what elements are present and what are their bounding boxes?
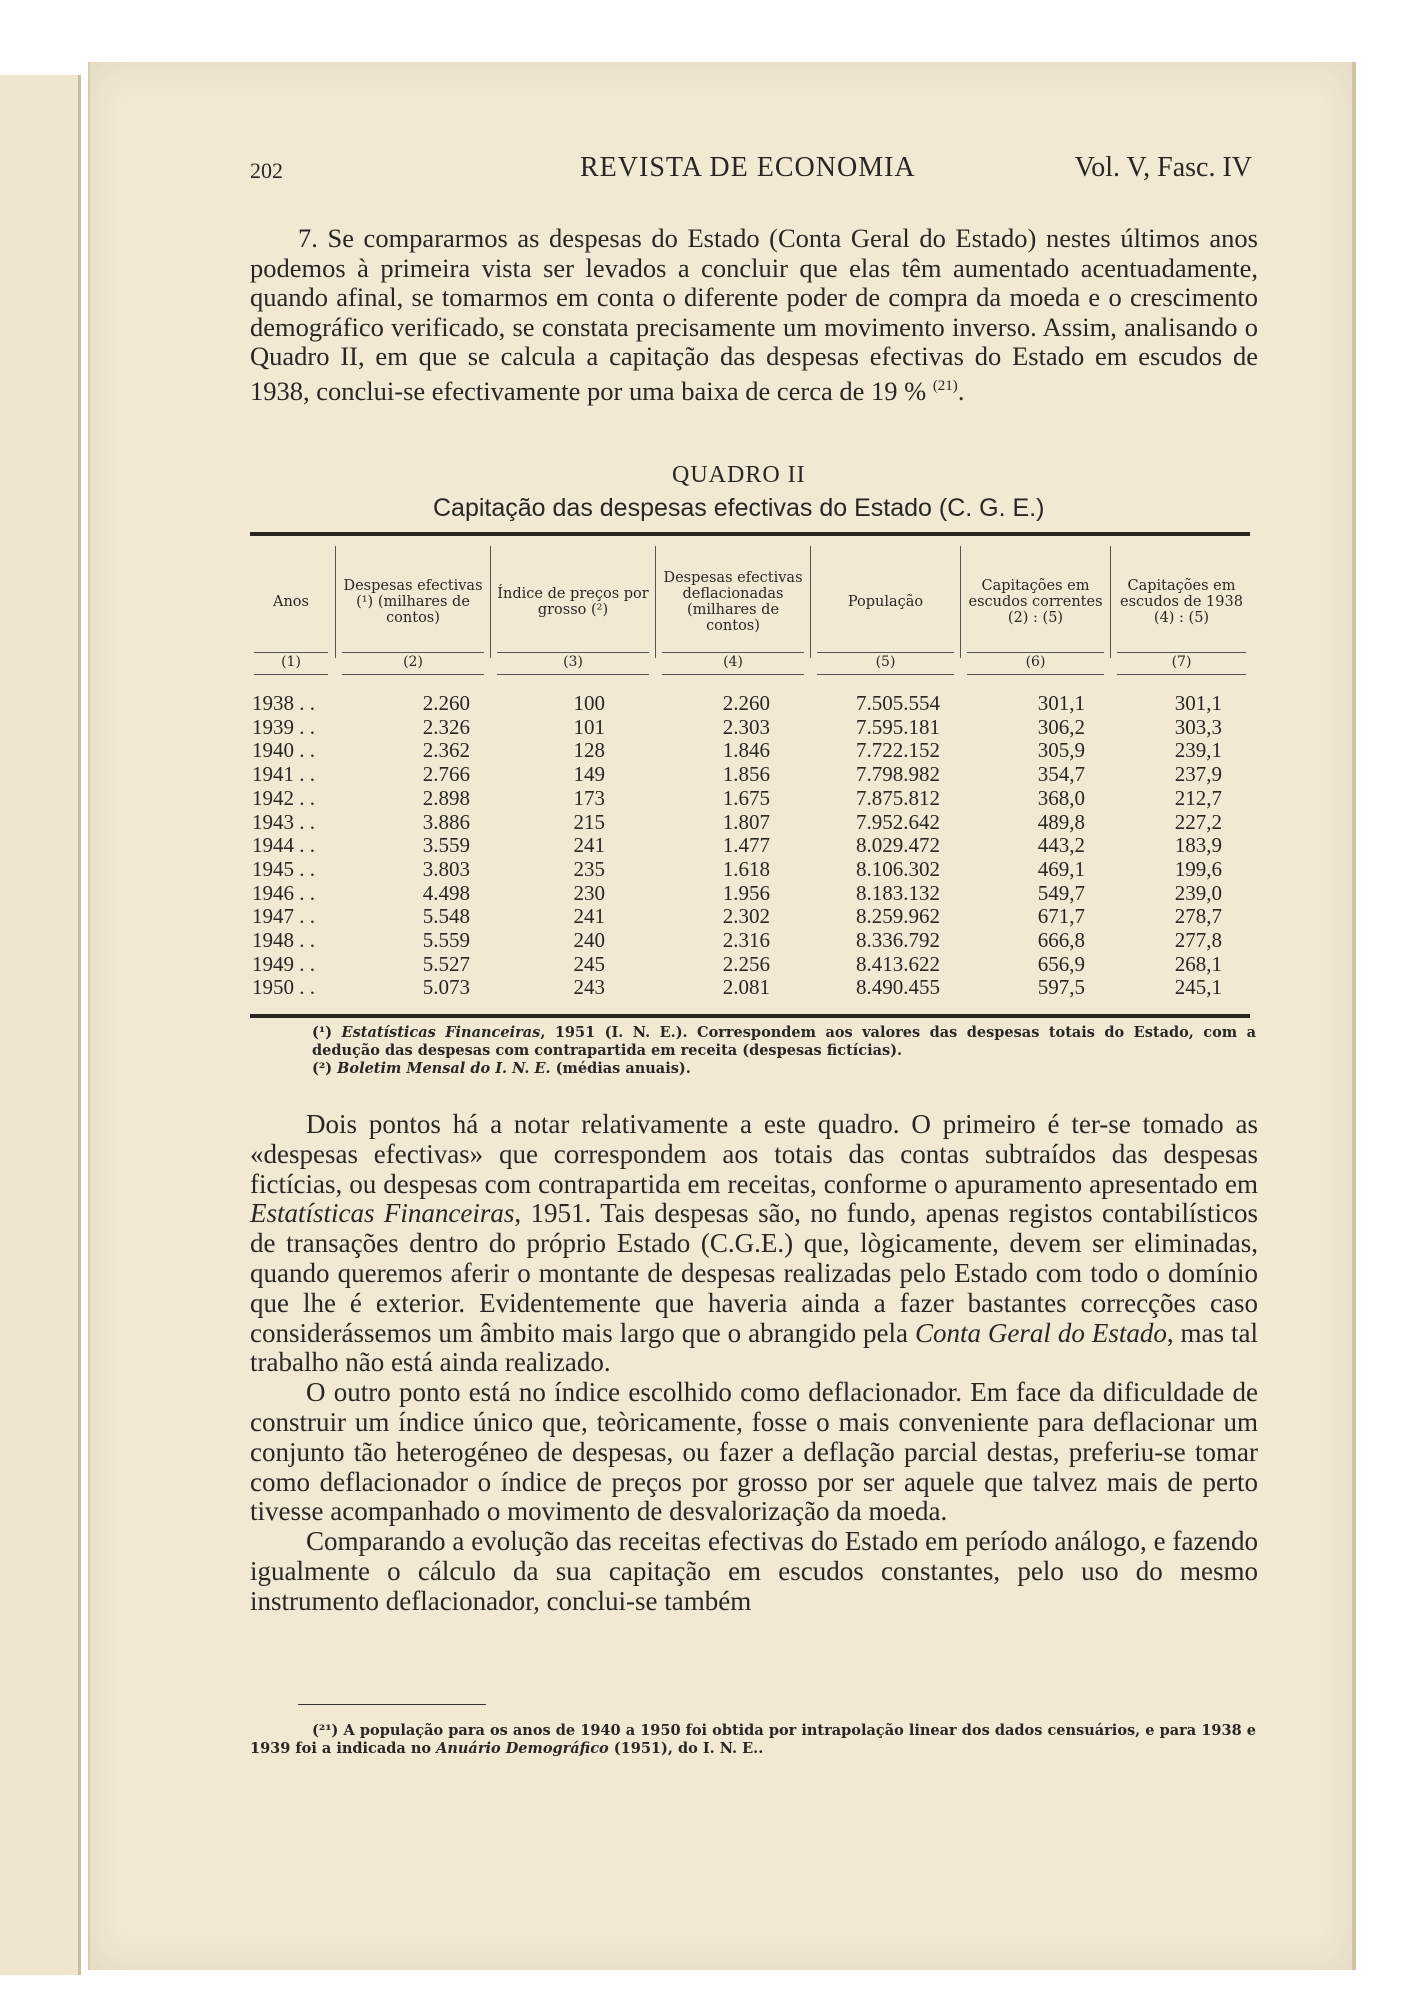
column-header: Anos (273, 594, 309, 610)
table-cell: 549,7 (1037, 880, 1085, 905)
table-cell: 212,7 (1174, 785, 1222, 810)
table-cell: 1.675 (722, 785, 770, 810)
cell-year: 1938 . . (252, 691, 315, 715)
column-divider (960, 546, 961, 658)
table-cell: 2.081 (722, 975, 770, 1000)
paragraph-two-a: Dois pontos há a notar relativamente a este quadro. O primeiro é ter-se tomado as «despesas efectivas» que correspondem aos totais das contas subtraídos das despesas fictícias, ou despesas com contrapartida em receitas, conforme o apuramento apresentado em (250, 1109, 1258, 1199)
table-row (250, 811, 1250, 835)
cell-year: 1941 . . (252, 762, 315, 787)
column-divider (490, 546, 491, 658)
footnote-text-2: (1951), do I. N. E.. (608, 1740, 764, 1757)
table-bottom-rule (250, 1014, 1250, 1018)
paragraph-intro-text: 7. Se compararmos as despesas do Estado (Conta Geral do Estado) nestes últimos anos podemos à primeira vista ser levados a concluir que elas têm aumentado acentuadamente, quando afinal, se tomarmos em conta o diferente poder de compra da moeda e o crescimento demográfico verificado, se constata precisamente um movimento inverso. Assim, analisando o Quadro II, em que se calcula a capitação das despesas efectivas do Estado em escudos de 1938, conclui-se efectivamente por uma baixa de cerca de 19 % (250, 223, 1258, 406)
table-cell: 101 (573, 714, 605, 739)
table-cell: 239,0 (1174, 880, 1222, 905)
table-row (250, 716, 1250, 740)
cell-year: 1947 . . (252, 904, 315, 929)
table-cell: 354,7 (1037, 762, 1085, 787)
table-cell: 469,1 (1037, 856, 1085, 881)
table-cell: 237,9 (1174, 762, 1222, 787)
table-top-rule (250, 532, 1250, 536)
column-header: Despesas efectivas (¹) (milhares de contos) (343, 578, 483, 626)
table-cell: 5.559 (422, 928, 470, 952)
table-cell: 1.856 (722, 762, 770, 787)
running-header (250, 152, 1252, 188)
footnote-italic: Anuário Demográfico (436, 1740, 609, 1757)
column-number: (1) (254, 654, 328, 675)
table-cell: 489,8 (1037, 809, 1085, 834)
table-cell: 241 (573, 833, 605, 858)
note-2-mark: (²) (312, 1060, 333, 1077)
table-row (250, 858, 1250, 882)
note-1-mark: (¹) (312, 1024, 333, 1041)
table-row (250, 692, 1250, 716)
table-cell: 656,9 (1037, 951, 1085, 976)
table-row (250, 929, 1250, 953)
table-cell: 199,6 (1174, 856, 1222, 881)
column-number: (6) (967, 654, 1104, 675)
table-cell: 306,2 (1037, 714, 1085, 739)
table-cell: 2.303 (722, 714, 770, 739)
table-cell: 277,8 (1174, 928, 1222, 952)
table-cell: 2.316 (722, 928, 770, 952)
table-cell: 230 (573, 880, 605, 905)
paragraph-three: O outro ponto está no índice escolhido como deflacionador. Em face da dificuldade de construir um índice único que, teòricamente, fosse o mais conveniente para deflacionar um conjunto tão heterogéneo de despesas, ou fazer a deflação parcial destas, preferiu-se tomar como deflacionador o índice de preços por grosso por ser aquele que talvez mais de perto tivesse acompanhado o movimento de desvalorização da moeda. (250, 1377, 1258, 1527)
table-note-2 (250, 1060, 1256, 1078)
table-cell: 235 (573, 856, 605, 881)
column-header: Despesas efectivas deflacionadas (milhares de contos) (663, 570, 803, 634)
table-row (250, 905, 1250, 929)
table-row (250, 953, 1250, 977)
table-cell: 215 (573, 809, 605, 834)
table-cell: 5.073 (422, 975, 470, 1000)
column-number: (2) (342, 654, 484, 675)
cell-year: 1946 . . (252, 880, 315, 905)
table-cell: 301,1 (1037, 691, 1085, 715)
table-cell: 183,9 (1174, 833, 1222, 858)
table-row (250, 976, 1250, 1000)
column-number: (7) (1117, 654, 1246, 675)
page-number: 202 (250, 158, 283, 183)
footnote-mark: (²¹) (312, 1722, 339, 1739)
column-header: Capitações em escudos correntes (2) : (5) (968, 578, 1103, 626)
column-number: (3) (497, 654, 649, 675)
table-cell: 7.798.982 (856, 762, 940, 787)
table-cell: 173 (573, 785, 605, 810)
table-cell: 443,2 (1037, 833, 1085, 858)
paragraph-two-italic-a: Estatísticas Financeiras (250, 1198, 515, 1229)
table-cell: 8.183.132 (856, 880, 940, 905)
note-1-source: Estatísticas Financeiras (341, 1024, 541, 1041)
table-cell: 268,1 (1174, 951, 1222, 976)
table-cell: 1.956 (722, 880, 770, 905)
table-cell: 100 (573, 691, 605, 715)
table-cell: 301,1 (1174, 691, 1222, 715)
table-cell: 227,2 (1174, 809, 1222, 834)
table-cell: 368,0 (1037, 785, 1085, 810)
table-row (250, 739, 1250, 763)
table-note-1 (250, 1024, 1256, 1060)
paragraph-four: Comparando a evolução das receitas efectivas do Estado em período análogo, e fazendo igualmente o cálculo da sua capitação em escudos constantes, pelo uso do mesmo instrumento deflacionador, conclui-se também (250, 1526, 1258, 1616)
table-cell: 5.548 (422, 904, 470, 929)
table-cell: 149 (573, 762, 605, 787)
table-notes (250, 1024, 1256, 1078)
cell-year: 1943 . . (252, 809, 315, 834)
table-cell: 597,5 (1037, 975, 1085, 1000)
table-cell: 7.875.812 (856, 785, 940, 810)
table-cell: 2.260 (722, 691, 770, 715)
note-2-source: Boletim Mensal do I. N. E. (337, 1060, 551, 1077)
cell-year: 1942 . . (252, 785, 315, 810)
column-number: (5) (817, 654, 954, 675)
table-cell: 7.595.181 (856, 714, 940, 739)
table-cell: 4.498 (422, 880, 470, 905)
paragraph-two-c: , mas tal trabalho não está ainda realizado. (250, 1317, 1258, 1378)
table-cell: 5.527 (422, 951, 470, 976)
table-cell: 1.846 (722, 738, 770, 763)
table-cell: 2.302 (722, 904, 770, 929)
table-cell: 2.898 (422, 785, 470, 810)
table-cell: 303,3 (1174, 714, 1222, 739)
table-cell: 2.326 (422, 714, 470, 739)
paragraph-two (250, 1110, 1258, 1378)
table-cell: 278,7 (1174, 904, 1222, 929)
table-cell: 3.886 (422, 809, 470, 834)
table-cell: 3.803 (422, 856, 470, 881)
column-header: População (847, 594, 924, 610)
table-cell: 1.477 (722, 833, 770, 858)
footnote (250, 1722, 1256, 1758)
data-table (250, 532, 1250, 1022)
table-cell: 240 (573, 928, 605, 952)
table-cell: 2.260 (422, 691, 470, 715)
footnote-rule (298, 1704, 486, 1705)
table-row (250, 763, 1250, 787)
table-cell: 305,9 (1037, 738, 1085, 763)
table-cell: 7.952.642 (856, 809, 940, 834)
table-cell: 8.336.792 (856, 928, 940, 952)
cell-year: 1939 . . (252, 714, 315, 739)
note-1-text: , 1951 (I. N. E.). Correspondem aos valores das despesas totais do Estado, com a dedução das despesas com contrapartida em receita (despesas fictícias). (312, 1024, 1256, 1059)
table-cell: 7.505.554 (856, 691, 940, 715)
footnote-text-1: A população para os anos de 1940 a 1950 foi obtida por intrapolação linear dos dados censuários, e para 1938 e 1939 foi a indicada no (250, 1722, 1256, 1757)
column-number: (4) (662, 654, 804, 675)
table-cell: 2.256 (722, 951, 770, 976)
cell-year: 1949 . . (252, 951, 315, 976)
column-divider (1110, 546, 1111, 658)
paragraph-body (250, 1110, 1258, 1617)
column-divider (335, 546, 336, 658)
cell-year: 1948 . . (252, 928, 315, 952)
table-label: QUADRO II (672, 462, 806, 488)
table-row (250, 882, 1250, 906)
table-cell: 245,1 (1174, 975, 1222, 1000)
table-title: Capitação das despesas efectivas do Estado (C. G. E.) (433, 494, 1045, 522)
note-2-text: (médias anuais). (550, 1060, 691, 1077)
paragraph-intro-end: . (957, 375, 965, 406)
table-cell: 239,1 (1174, 738, 1222, 763)
table-cell: 8.029.472 (856, 833, 940, 858)
cell-year: 1950 . . (252, 975, 315, 1000)
column-divider (810, 546, 811, 658)
table-cell: 2.766 (422, 762, 470, 787)
footnote-ref: (21) (932, 377, 958, 394)
table-cell: 8.490.455 (856, 975, 940, 1000)
table-row (250, 834, 1250, 858)
column-divider (655, 546, 656, 658)
table-cell: 241 (573, 904, 605, 929)
previous-page-edge (0, 75, 81, 1975)
table-cell: 671,7 (1037, 904, 1085, 929)
cell-year: 1944 . . (252, 833, 315, 858)
table-cell: 8.259.962 (856, 904, 940, 929)
paragraph-intro (250, 224, 1258, 406)
table-cell: 8.413.622 (856, 951, 940, 976)
column-header: Capitações em escudos de 1938 (4) : (5) (1120, 578, 1243, 626)
paragraph-two-italic-b: Conta Geral do Estado (914, 1317, 1167, 1348)
table-cell: 128 (573, 738, 605, 763)
table-cell: 8.106.302 (856, 856, 940, 881)
table-cell: 243 (573, 975, 605, 1000)
volume-info: Vol. V, Fasc. IV (1074, 152, 1252, 183)
table-cell: 2.362 (422, 738, 470, 763)
cell-year: 1940 . . (252, 738, 315, 763)
paragraph-two-b: , 1951. Tais despesas são, no fundo, apenas registos contabilísticos de transações dentro do próprio Estado (C.G.E.) que, lògicamente, devem ser eliminadas, quando queremos aferir o montante de despesas realizadas pelo Estado com todo o domínio que lhe é exterior. Evidentemente que haveria ainda a fazer bastantes correcções caso considerássemos um âmbito mais largo que o abrangido pela (250, 1198, 1258, 1348)
journal-title: REVISTA DE ECONOMIA (580, 152, 916, 183)
table-cell: 666,8 (1037, 928, 1085, 952)
cell-year: 1945 . . (252, 856, 315, 881)
table-row (250, 787, 1250, 811)
table-cell: 245 (573, 951, 605, 976)
table-cell: 1.618 (722, 856, 770, 881)
table-cell: 1.807 (722, 809, 770, 834)
column-header: Índice de preços por grosso (²) (497, 586, 649, 618)
table-cell: 3.559 (422, 833, 470, 858)
table-cell: 7.722.152 (856, 738, 940, 763)
